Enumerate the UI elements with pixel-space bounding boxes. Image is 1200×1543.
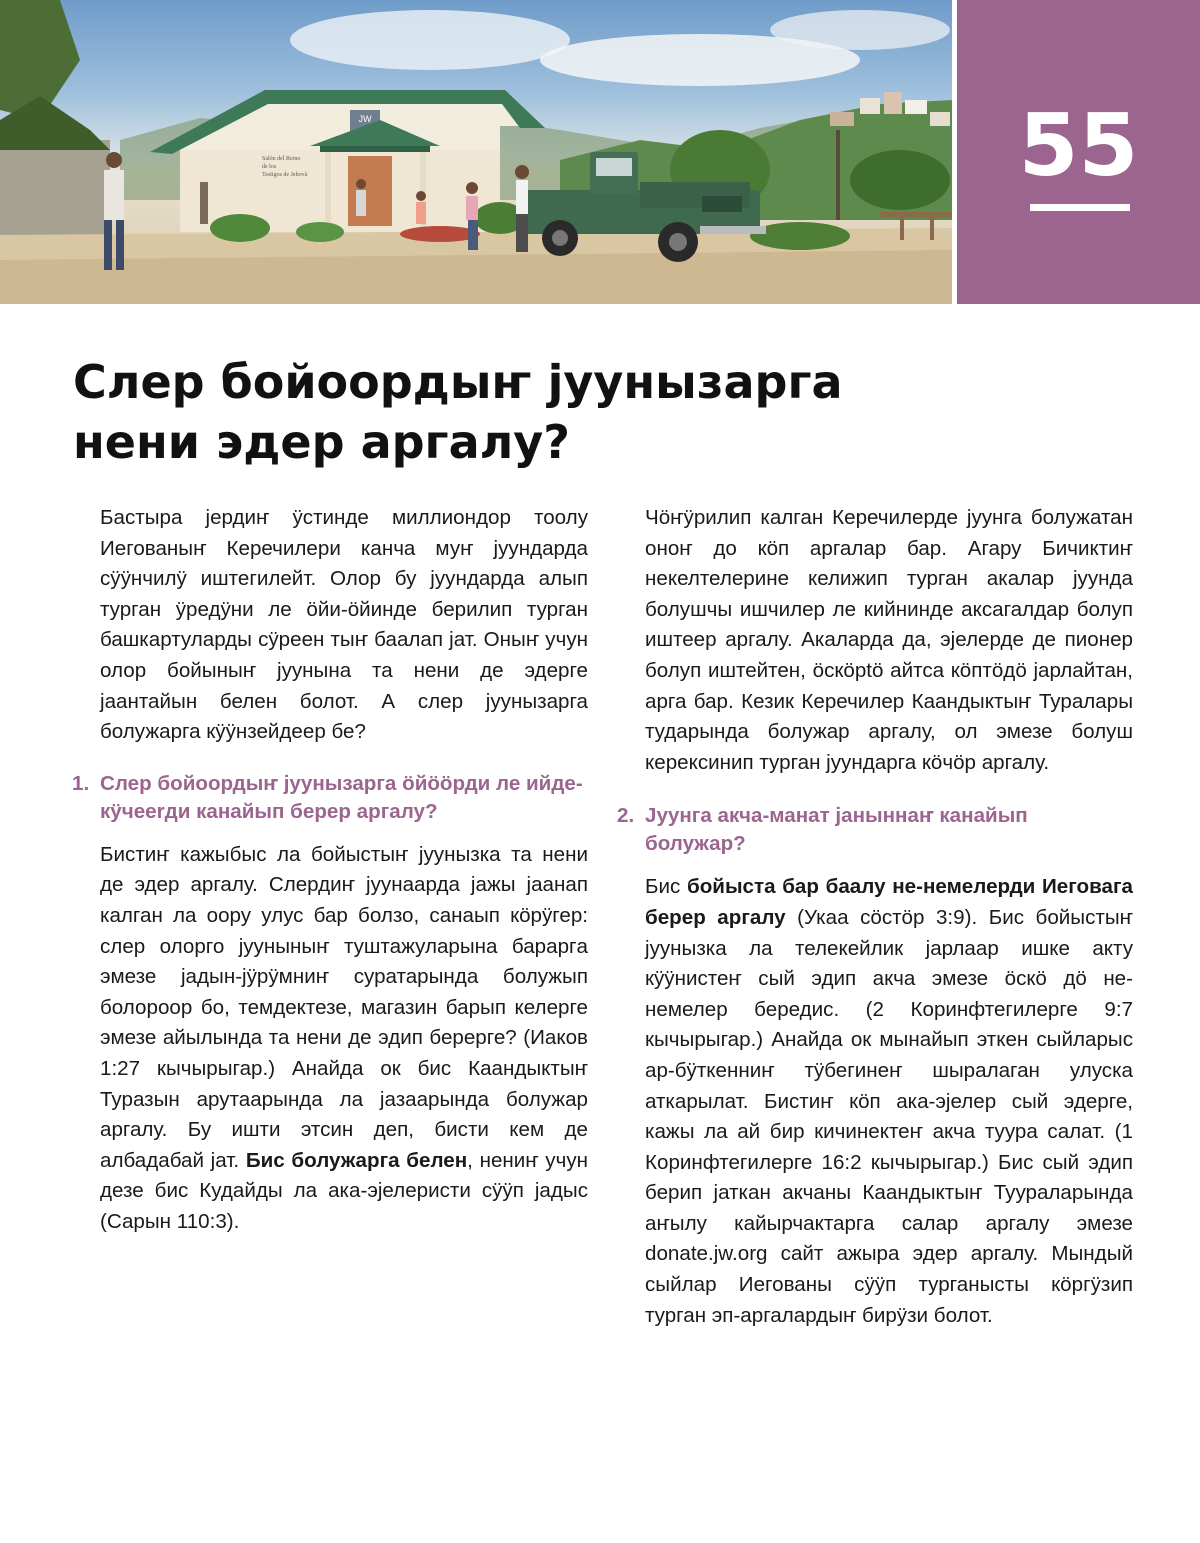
page-title — [73, 352, 973, 472]
hall-sign-line1: Salón del Reino — [262, 156, 301, 162]
right-column — [617, 503, 1134, 1331]
hero-photo — [0, 0, 952, 304]
answer-1-text-a: Бистиҥ кажыбыс ла бойыстыҥ јуунызка та нени де эдер аргалу. Слердиҥ јуунаарда јажы јаанап калган ла оору улус бар болзо, санаып кӧрӱгер: слер олорго јууныныҥ туштажуларына бараргa эмезе јадын-јӱрӱмниҥ суратарында болужып болороор бо, темдектезе, магазин барып келерге эмезе айылында та нени де эдип берерге? (Иаков 1:27 кычырыгар.) Анайда ок бис Каандыктыҥ Туразын арутаарында ла јазаарында болужар аргалу. Бу ишти этсин деп, бисти кем де албадабай јат. — [100, 842, 588, 1172]
answer-2-text-b: (Укаа сӧстӧр 3:9). Бис бойыстыҥ јуунызка ла телекейлик јарлаар ишке акту кӱӱнистеҥ сый эдип акча эмезе ӧскӧ дӧ не-немелер бередис. (2 Коринфтегилерге 9:7 кычырыгар.) Анайда ок мынайып эткен сыйларыс ар-бӱткенниҥ тӱбегинеҥ шыралаган улуска аткарылат. Бистиҥ кӧп ака-эјелер сый эдерге, кажы ла ай бир кичинектеҥ акча туура салат. (1 Коринфтегилерге 16:2 кычырыгар.) Бис сый эдип берип јаткан акчаны Каандыктыҥ Туураларында аҥылу кайырчактарга салар аргалу эмезе donate.jw.org сайт ажыра эдер аргалу. Мындый сыйлар Иегованы сӱӱп турганысты кӧргӱзип турган эп-аргалардыҥ бирӱзи болот. — [645, 905, 1133, 1327]
answer-1-bold: Бис болужарга белен — [245, 1148, 468, 1172]
question-2 — [617, 802, 1133, 858]
question-1-number: 1. — [72, 771, 90, 795]
question-1-text: Слер бойоордыҥ јуунызарга ӧйӧӧрди ле ийде-кӱчееrди канайып берер аргалу? — [100, 771, 583, 823]
hall-sign-line3: Testigos de Jehová — [262, 172, 308, 178]
lesson-number: 55 — [1018, 96, 1139, 196]
kingdom-hall-scene — [0, 0, 952, 304]
answer-2-paragraph — [645, 872, 1133, 1331]
lesson-number-panel — [957, 0, 1200, 304]
hall-sign-line2: de los — [262, 164, 277, 170]
jw-logo-top: JW — [358, 114, 372, 124]
answer-2-text-a: Бис — [645, 875, 687, 899]
answer-1-paragraph — [100, 840, 588, 1238]
question-2-text: Јуунга акча-манат јаныннаҥ канайып болужар? — [645, 804, 1028, 856]
answer-2-bold: бойыста бар баалу не-немелерди Иеговага берер аргалу — [645, 875, 1134, 929]
right-intro-paragraph: Чӧҥӱрилип калган Керечилерде јуунга болужатан оноҥ до кӧп аргалар бар. Агару Бичиктиҥ некелтелерине келижип турган акалар јуунда болушчы ишчилер ле кийнинде аксагалдар болуп иштеер аргалу. Акаларда да, эјелерде де пионер болуп иштейтен, ӧскӧрtӧ айтса кӧптӧдӧ јарлайтан, арга бар. Кезик Керечилер Каандыктыҥ Туралары тударында болужар аргалу, ол эмезе болуш керексинип турган јуундарга кӧчӧр аргалу. — [645, 506, 1133, 774]
question-2-number: 2. — [617, 804, 635, 828]
answer-1-text-b: , нениҥ учун дезе бис Кудайды ла ака-эјелеристи сӱӱп јадыс (Сарын 110:3). — [100, 1148, 588, 1233]
question-1 — [72, 770, 588, 826]
lesson-number-underline — [1030, 204, 1130, 211]
page-title-line1: Слер бойоордыҥ јуунызарга — [73, 355, 843, 409]
left-column — [72, 503, 588, 1237]
page-title-line2: нени эдер аргалу? — [73, 415, 570, 469]
intro-paragraph: Бастыра јердиҥ ӱстинде миллиондор тоолу Иегованыҥ Керечилери канча муҥ јуундарда сӱӱнчилӱ иштегилейт. Олор бу јуундарда алып турган ӱредӱни ле ӧйи-ӧйинде берилип турган башкартуларды сӱреен тыҥ баалап јат. Оныҥ учун олор бойыныҥ јуунына та нени де эдерге јаантайын белен болот. А слер јуунызарга болужарга кӱӱнзейдеер бе? — [100, 506, 588, 744]
